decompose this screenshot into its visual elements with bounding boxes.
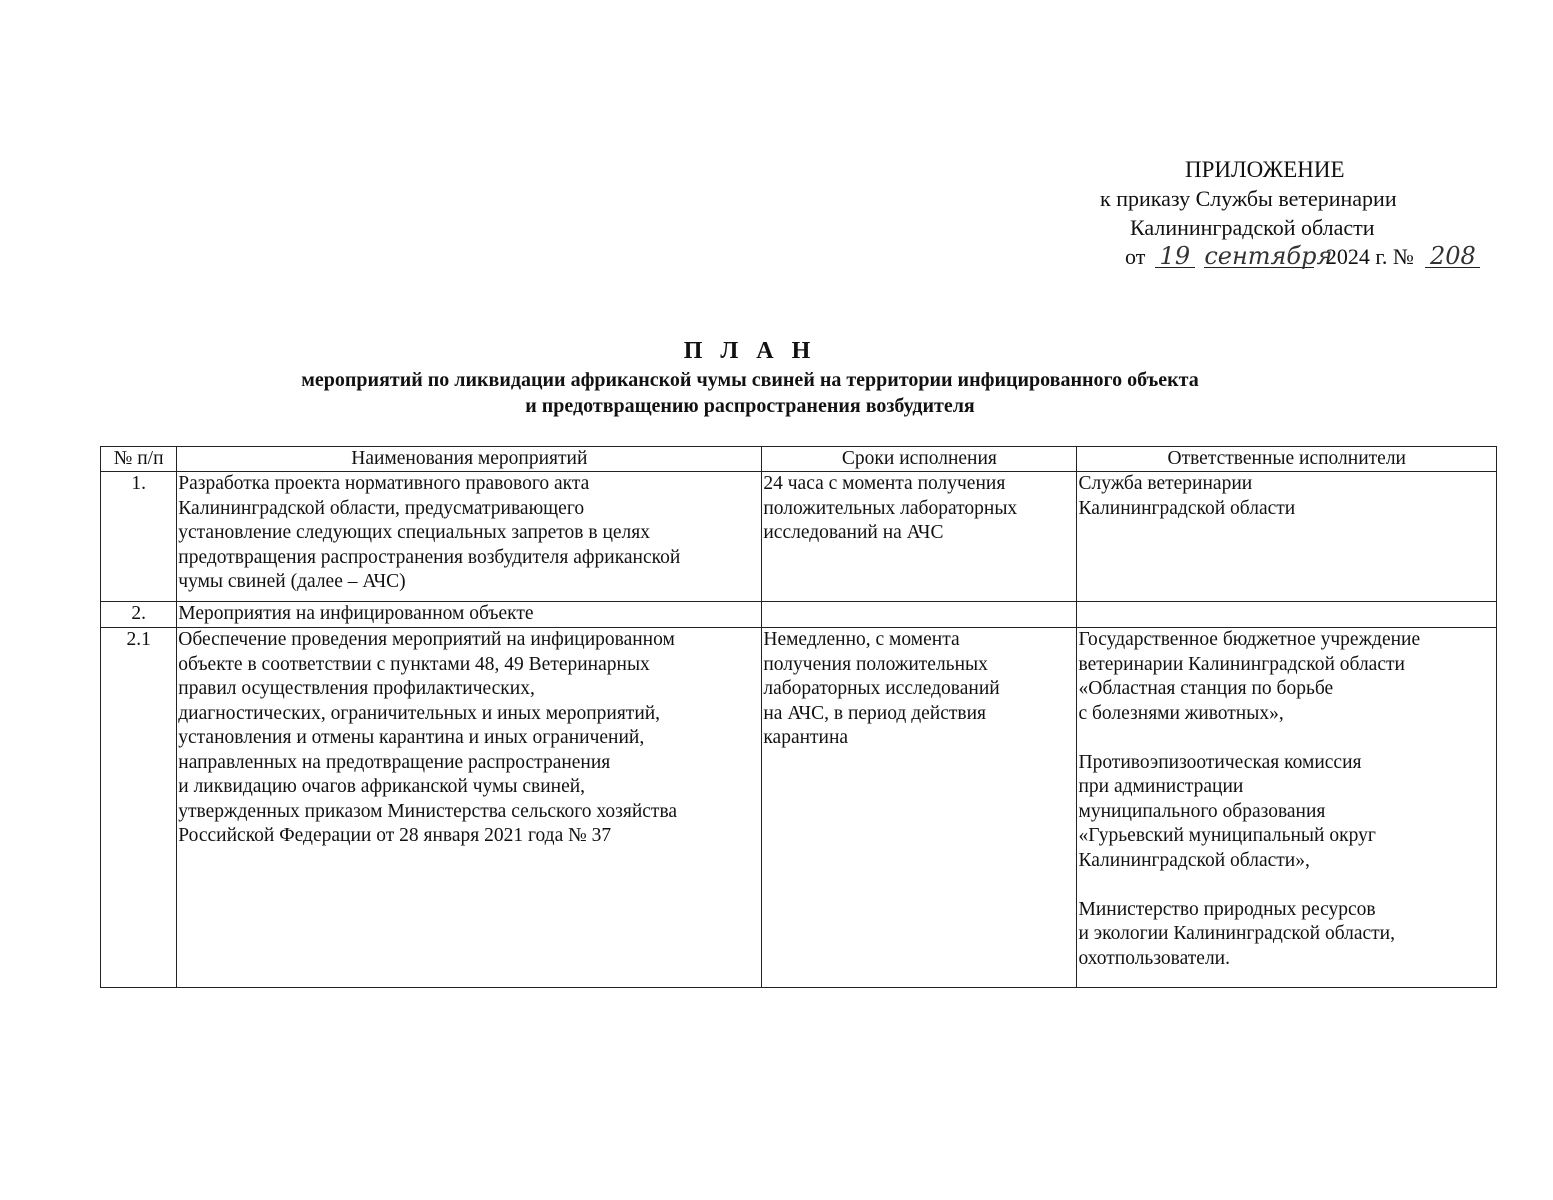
row-name: Мероприятия на инфицированном объекте (177, 602, 762, 628)
plan-title: П Л А Н (683, 338, 817, 364)
row-responsible: Служба ветеринарии Калининградской области (1077, 472, 1497, 602)
row-num: 2. (101, 602, 177, 628)
appendix-region-line: Калининградской области (1130, 215, 1375, 240)
row-name: Разработка проекта нормативного правового акта Калининградской области, предусматривающего установление следующих специальных запретов в целях предотвращения распространения возбудителя африканской чумы свиней (далее – АЧС) (177, 472, 762, 602)
row-terms: 24 часа с момента получения положительных лабораторных исследований на АЧС (762, 472, 1077, 602)
header-responsible: Ответственные исполнители (1077, 447, 1497, 472)
table-row (101, 628, 1497, 988)
header-terms: Сроки исполнения (762, 447, 1077, 472)
row-responsible: Государственное бюджетное учреждение ветеринарии Калининградской области «Областная станция по борьбе с болезнями животных», Противоэпизоотическая комиссия при администрации муниципального образования «Гурьевский муниципальный округ Калининградской области», Министерство природных ресурсов и экологии Калининградской области, охотпользователи. (1077, 628, 1497, 988)
row-num: 2.1 (101, 628, 177, 988)
date-prefix: от (1125, 244, 1146, 269)
plan-subtitle (0, 367, 1500, 419)
measures-table (100, 446, 1497, 988)
row-num: 1. (101, 472, 177, 602)
appendix-date-line (1060, 242, 1500, 271)
plan-subtitle-line-2: и предотвращению распространения возбудителя (525, 395, 975, 417)
appendix-order-line: к приказу Службы ветеринарии (1100, 186, 1397, 211)
header-num: № п/п (101, 447, 177, 472)
header-name: Наименования мероприятий (177, 447, 762, 472)
handwritten-day: 19 (1155, 245, 1195, 268)
appendix-block (1060, 155, 1500, 271)
handwritten-month: сентября (1204, 242, 1333, 270)
row-name: Обеспечение проведения мероприятий на инфицированном объекте в соответствии с пунктами 48, 49 Ветеринарных правил осуществления профилактических, диагностических, ограничительных и иных мероприятий, установления и отмены карантина и иных ограничений, направленных на предотвращение распространения и ликвидацию очагов африканской чумы свиней, утвержденных приказом Министерства сельского хозяйства Российской Федерации от 28 января 2021 года № 37 (177, 628, 762, 988)
table-row (101, 602, 1497, 628)
row-terms: Немедленно, с момента получения положительных лабораторных исследований на АЧС, в период действия карантина (762, 628, 1077, 988)
appendix-title: ПРИЛОЖЕНИЕ (1185, 157, 1345, 182)
handwritten-order-number: 208 (1425, 245, 1480, 268)
table-header-row (101, 447, 1497, 472)
row-responsible (1077, 602, 1497, 628)
table-row (101, 472, 1497, 602)
year-and-number-label: 2024 г. № (1325, 244, 1414, 269)
row-terms (762, 602, 1077, 628)
plan-subtitle-line-1: мероприятий по ликвидации африканской чумы свиней на территории инфицированного объекта (301, 369, 1199, 391)
